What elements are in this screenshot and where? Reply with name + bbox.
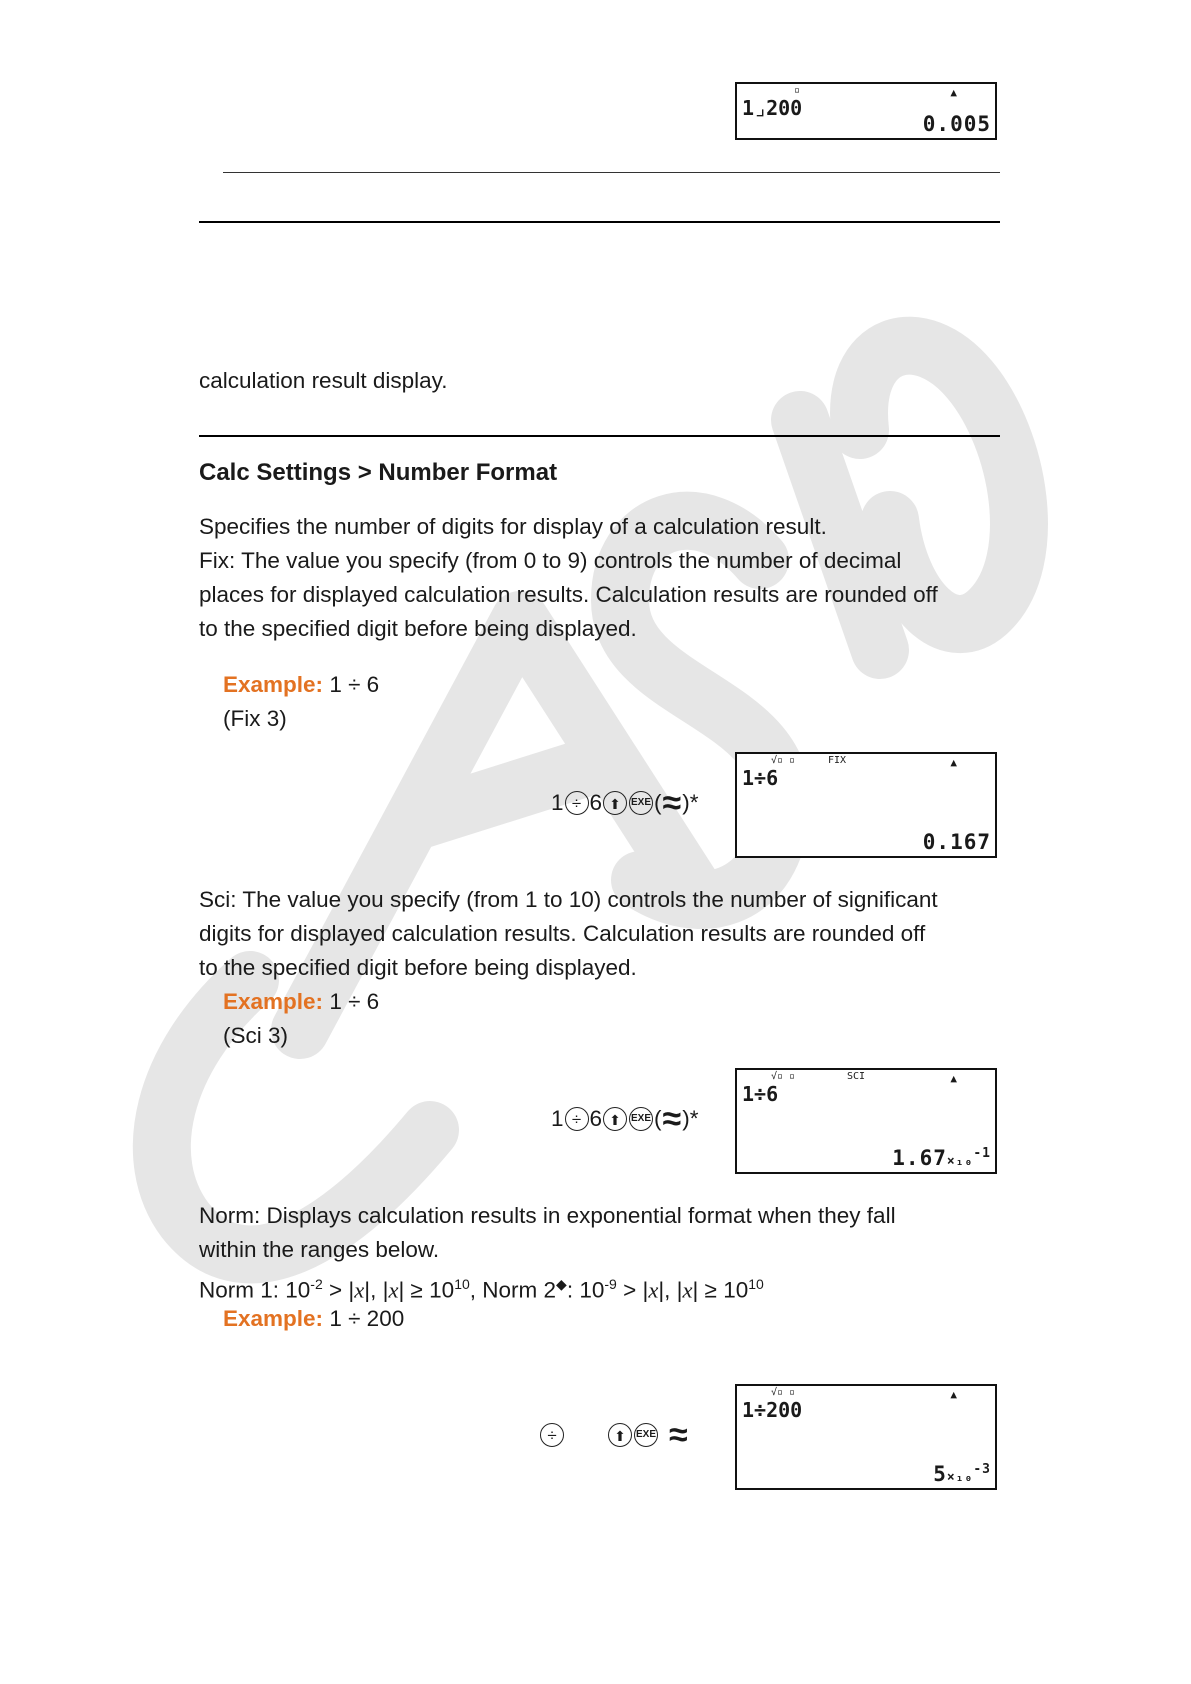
display-result: 1.67×₁₀$^{-1}$ <box>892 1146 991 1170</box>
display-mode: FIX <box>828 755 847 766</box>
key-digit: 6 <box>589 790 603 815</box>
example-label: Example: <box>223 1306 324 1331</box>
example-expression: 1 ÷ 6 <box>329 989 380 1014</box>
top-calculator-display <box>735 82 997 140</box>
display-indicator: ▫ <box>794 85 801 96</box>
scroll-up-arrow-icon: ▲ <box>950 1072 957 1085</box>
scroll-up-arrow-icon: ▲ <box>950 86 957 99</box>
description-line: Specifies the number of digits for display of a calculation result. <box>199 514 827 539</box>
sci-key-sequence <box>551 1100 699 1138</box>
example-expression: 1 ÷ 6 <box>329 672 380 697</box>
intro-text: calculation result display. <box>199 368 448 393</box>
description-line: places for displayed calculation results. Calculation results are rounded off <box>199 582 938 607</box>
divider-thin <box>223 172 1000 173</box>
exe-key-icon: EXE <box>634 1423 658 1447</box>
example-label: Example: <box>223 989 324 1014</box>
sci-example <box>223 985 379 1053</box>
norm-line: Norm: Displays calculation results in exponential format when they fall <box>199 1203 896 1228</box>
description-line: Fix: The value you specify (from 0 to 9) controls the number of decimal <box>199 548 902 573</box>
norm-calculator-display <box>735 1384 997 1490</box>
display-mode: SCI <box>847 1071 866 1082</box>
norm-example <box>223 1302 404 1336</box>
norm-key-sequence <box>539 1416 689 1454</box>
key-digit: 1 <box>551 790 564 815</box>
math-indicator-icon: √▫ ▫ <box>771 755 796 766</box>
display-result: 0.005 <box>922 112 991 136</box>
description-line: to the specified digit before being displayed. <box>199 616 637 641</box>
result-exponent: -3 <box>973 1462 991 1477</box>
divide-key-icon: ÷ <box>565 1107 589 1131</box>
sci-line: digits for displayed calculation results. Calculation results are rounded off <box>199 921 926 946</box>
fix-calculator-display <box>735 752 997 858</box>
shift-key-icon: ⬆ <box>603 791 627 815</box>
result-mantissa: 1.67 <box>892 1146 947 1170</box>
scroll-up-arrow-icon: ▲ <box>950 1388 957 1401</box>
paren-open: ( <box>654 790 662 815</box>
exe-key-icon: EXE <box>629 1107 653 1131</box>
sci-calculator-display <box>735 1068 997 1174</box>
sci-paragraph <box>199 883 938 985</box>
approx-icon: ≈ <box>669 1416 688 1454</box>
section-title: Calc Settings > Number Format <box>199 459 558 486</box>
sci-line: to the specified digit before being displayed. <box>199 955 637 980</box>
result-exponent: -1 <box>973 1146 991 1161</box>
description-paragraph <box>199 510 938 646</box>
norm-line: within the ranges below. <box>199 1237 440 1262</box>
fix-key-sequence <box>551 784 699 822</box>
paren-open: ( <box>654 1106 662 1131</box>
result-mantissa: 5 <box>933 1462 947 1486</box>
key-close: )* <box>682 790 699 815</box>
display-expression: 1÷6 <box>742 1082 779 1106</box>
sci-line: Sci: The value you specify (from 1 to 10) controls the number of significant <box>199 887 938 912</box>
approx-icon: ≈ <box>662 1100 682 1138</box>
display-expression: 1⌟200 <box>742 96 803 120</box>
norm-ranges: Norm 1: $10^{-2} > |x|$, $|x| \ge 10^{10}$, Norm 2◆: $10^{-9} > |x|$, $|x| \ge 10^{10}$ <box>199 1276 764 1303</box>
example-label: Example: <box>223 672 324 697</box>
divide-key-icon: ÷ <box>540 1423 564 1447</box>
math-indicator-icon: √▫ ▫ <box>771 1071 796 1082</box>
display-result: 5×₁₀$^{-3}$ <box>933 1462 991 1486</box>
display-expression: 1÷6 <box>742 766 779 790</box>
shift-key-icon: ⬆ <box>603 1107 627 1131</box>
divide-key-icon: ÷ <box>565 791 589 815</box>
exe-key-icon: EXE <box>629 791 653 815</box>
example-setting: (Fix 3) <box>223 706 287 731</box>
key-digit: 6 <box>589 1106 603 1131</box>
display-expression: 1÷200 <box>742 1398 803 1422</box>
example-setting: (Sci 3) <box>223 1023 289 1048</box>
shift-key-icon: ⬆ <box>608 1423 632 1447</box>
approx-icon: ≈ <box>662 784 682 822</box>
math-indicator-icon: √▫ ▫ <box>771 1387 796 1398</box>
scroll-up-arrow-icon: ▲ <box>950 756 957 769</box>
divider-thick <box>199 221 1000 223</box>
section-divider <box>199 435 1000 437</box>
fix-example <box>223 668 379 736</box>
example-expression: 1 ÷ 200 <box>329 1306 405 1331</box>
key-close: )* <box>682 1106 699 1131</box>
key-digit: 1 <box>551 1106 564 1131</box>
display-result: 0.167 <box>922 830 991 854</box>
norm-paragraph <box>199 1199 896 1308</box>
